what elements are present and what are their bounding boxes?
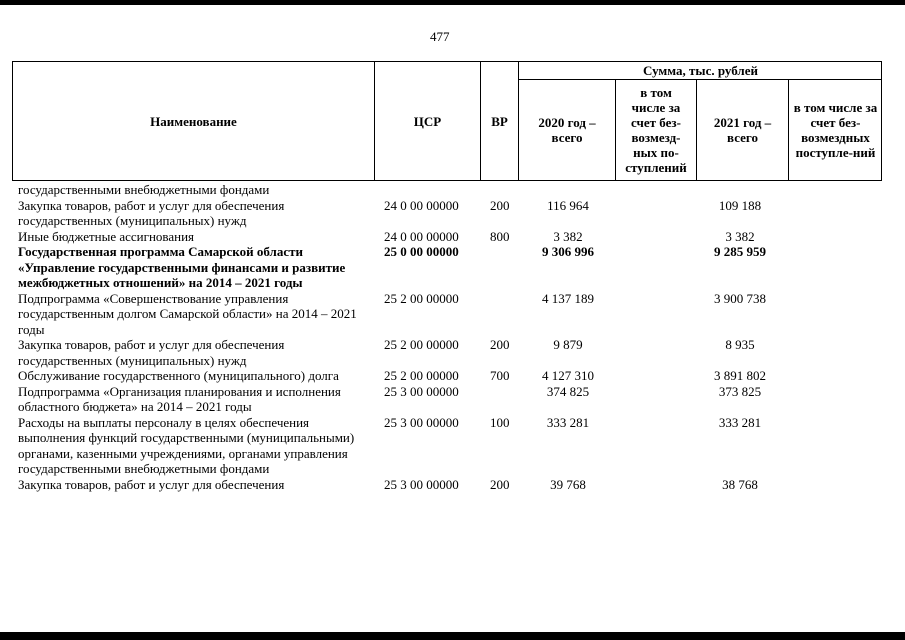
header-name: Наименование (150, 113, 237, 129)
table-row (18, 368, 888, 384)
bottom-border-rule (0, 632, 905, 640)
row-csr: 25 2 00 00000 (384, 290, 459, 306)
row-2020-total: 39 768 (550, 476, 586, 492)
row-name: Закупка товаров, работ и услуг для обеспечения государственных (муниципальных) нужд (18, 337, 285, 368)
row-vr: 200 (490, 197, 510, 213)
table-row (18, 182, 888, 198)
header-2020-free: в том числе за счет без-возмезд-ных по-ступлений (625, 85, 687, 175)
table-row (18, 244, 888, 291)
row-name: Закупка товаров, работ и услуг для обеспечения (18, 476, 285, 492)
row-vr: 700 (490, 368, 510, 383)
row-csr: 25 0 00 00000 (384, 244, 459, 259)
row-csr: 24 0 00 00000 (384, 228, 459, 244)
row-name: Государственная программа Самарской области «Управление государственными финансами и развитие межбюджетных отношений» на 2014 – 2021 годы (18, 244, 346, 290)
row-csr: 25 2 00 00000 (384, 368, 459, 383)
row-name: Иные бюджетные ассигнования (18, 228, 195, 244)
header-2021-free: в том числе за счет без-возмездных поступле-ний (793, 100, 878, 160)
row-vr: 800 (490, 228, 510, 244)
row-2021-total: 373 825 (718, 383, 762, 399)
row-csr: 24 0 00 00000 (384, 197, 459, 213)
table-row (18, 384, 888, 415)
top-border-rule (0, 0, 905, 5)
header-2021-total: 2021 год – всего (713, 115, 772, 145)
row-2020-total: 3 382 (553, 228, 583, 244)
row-name: Обслуживание государственного (муниципального) долга (18, 368, 339, 383)
table-row (18, 198, 888, 229)
row-vr: 200 (490, 476, 510, 492)
row-2021-total: 38 768 (722, 476, 758, 492)
row-2020-total: 374 825 (546, 383, 590, 399)
row-name: Подпрограмма «Совершенствование управления государственным долгом Самарской области» на 2014 – 2021 годы (18, 290, 357, 337)
row-2020-total: 4 127 310 (542, 368, 594, 383)
row-name: Закупка товаров, работ и услуг для обеспечения государственных (муниципальных) нужд (18, 197, 285, 228)
header-sum-group: Сумма, тыс. рублей (643, 63, 758, 78)
row-2020-total: 4 137 189 (542, 290, 594, 306)
table-header (12, 61, 882, 181)
row-2020-total: 333 281 (546, 414, 590, 430)
table-row (18, 229, 888, 245)
row-2021-total: 3 900 738 (714, 290, 766, 306)
row-name: Подпрограмма «Организация планирования и исполнения областного бюджета» на 2014 – 2021 годы (18, 383, 341, 414)
row-2021-total: 333 281 (718, 414, 762, 430)
table-row (18, 415, 888, 477)
row-csr: 25 2 00 00000 (384, 337, 459, 352)
row-name: государственными внебюджетными фондами (18, 182, 270, 197)
row-2020-total: 9 306 996 (542, 244, 594, 259)
row-2020-total: 9 879 (553, 337, 583, 352)
row-vr: 100 (490, 414, 510, 430)
table-row (18, 477, 888, 493)
row-2021-total: 9 285 959 (714, 244, 766, 259)
page-number: 477 (430, 29, 450, 44)
row-name: Расходы на выплаты персоналу в целях обеспечения выполнения функций государственными (муниципальными) органами, казенными учреждениями, органами управления государственными внебюджетными фондами (18, 414, 355, 476)
row-csr: 25 3 00 00000 (384, 383, 459, 399)
header-2020-total: 2020 год – всего (538, 115, 596, 145)
row-csr: 25 3 00 00000 (384, 476, 459, 492)
table-row (18, 337, 888, 368)
table-body (18, 182, 888, 492)
header-vr: ВР (491, 113, 508, 129)
row-2021-total: 3 891 802 (714, 368, 766, 383)
row-2020-total: 116 964 (547, 197, 589, 213)
row-2021-total: 8 935 (725, 337, 755, 352)
table-row (18, 291, 888, 338)
header-csr: ЦСР (413, 113, 442, 129)
row-vr: 200 (490, 337, 510, 352)
row-2021-total: 3 382 (725, 228, 755, 244)
row-csr: 25 3 00 00000 (384, 414, 459, 430)
row-2021-total: 109 188 (718, 197, 762, 213)
